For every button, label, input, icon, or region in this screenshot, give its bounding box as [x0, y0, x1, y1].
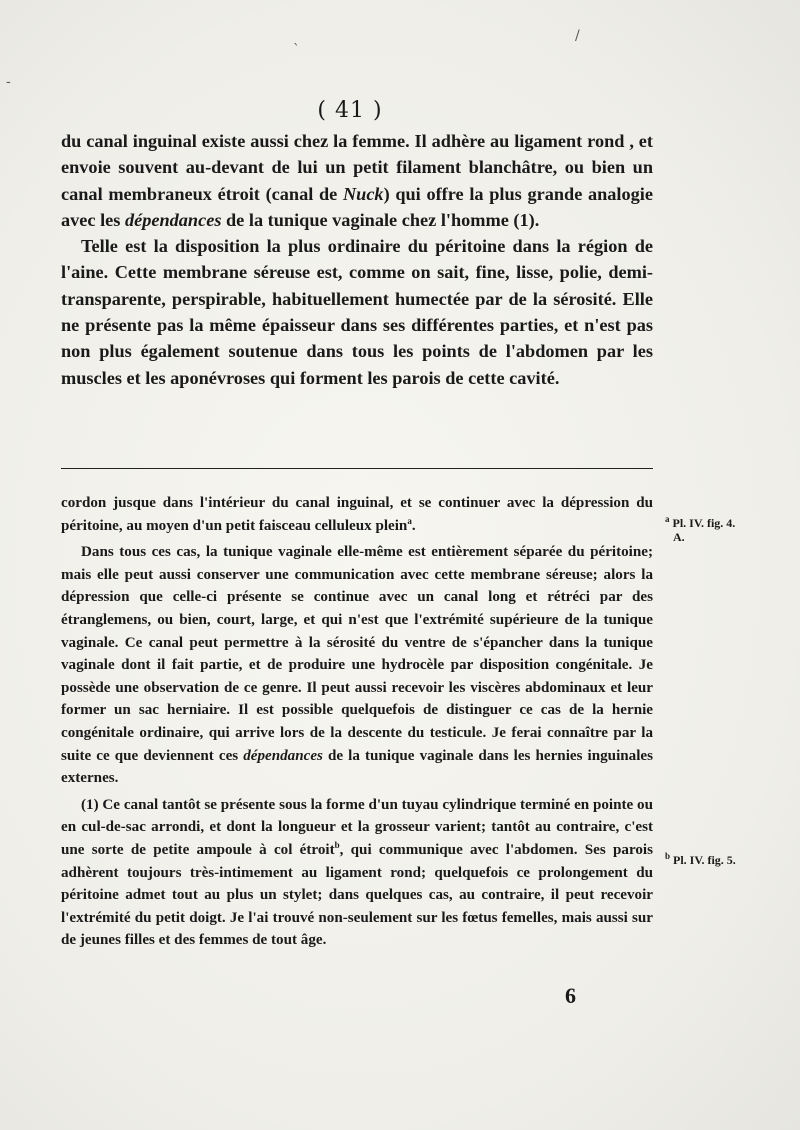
margin-note-sub: A.: [673, 530, 685, 544]
main-paragraph: [61, 128, 653, 233]
page-speck: /: [575, 28, 580, 44]
main-paragraph: Telle est la disposition la plus ordinaire du péritoine dans la région de l'aine. Cette membrane séreuse est, comme on sait, fine, lisse, polie, demi-transparente, perspirable, habituellement humectée par de la sérosité. Elle ne présente pas la même épaisseur dans ses différentes parties, et n'est pas non plus également soutenue dans tous les points de l'abdomen par les muscles et les aponévroses qui forment les parois de cette cavité.: [61, 236, 653, 388]
italic-term: Nuck: [342, 183, 384, 204]
main-paragraph-text: ) qui offre la plus grande analogie avec les: [61, 183, 653, 230]
margin-note: [665, 516, 735, 544]
footnote-paragraph: [61, 492, 653, 537]
footnote-rule: [61, 468, 653, 469]
margin-note-ref: a: [665, 514, 670, 524]
footnote-text: (1) Ce canal tantôt se présente sous la forme d'un tuyau cylindrique terminé en pointe ou en cul-de-sac arrondi, et dont la longueur et la grosseur varient; tantôt au contraire, c'est une sorte de petite ampoule à col étroit: [61, 796, 653, 858]
footnote-text: de la tunique vaginale dans les hernies inguinales externes.: [61, 747, 653, 787]
main-paragraph-text: de la tunique vaginale chez l'homme (1).: [221, 209, 540, 230]
margin-note-ref: b: [665, 851, 671, 861]
page-number: ( 41 ): [317, 98, 383, 123]
footnote-ref: a: [407, 515, 412, 526]
footnote-paragraph: [61, 541, 653, 790]
signature-mark: 6: [565, 983, 576, 1008]
footnote-text: cordon jusque dans l'intérieur du canal inguinal, et se continuer avec la dépression du péritoine, au moyen d'un petit faisceau celluleux plein: [61, 495, 653, 534]
margin-note-text: Pl. IV. fig. 4.: [672, 516, 736, 530]
page-speck: -: [6, 74, 11, 90]
footnote-paragraph: [61, 794, 653, 952]
footnote-text: , qui communique avec l'abdomen. Ses parois adhèrent toujours très-intimement au ligament rond; quelquefois ce prolongement du péritoine admet tout au plus un stylet; dans quelques cas, au contraire, il peut recevoir l'extrémité du petit doigt. Je l'ai trouvé non-seulement sur les fœtus femelles, mais aussi sur de jeunes filles et des femmes de tout âge.: [61, 841, 653, 949]
italic-term: dépendances: [243, 747, 323, 764]
margin-note-text: Pl. IV. fig. 5.: [673, 853, 736, 867]
page-speck: ˋ: [293, 42, 300, 58]
italic-term: dépendances: [124, 209, 222, 230]
footnotes: [61, 492, 653, 952]
main-text: [61, 128, 653, 391]
footnote-text: .: [411, 517, 416, 534]
footnote-text: Dans tous ces cas, la tunique vaginale elle-même est entièrement séparée du péritoine; mais elle peut aussi conserver une communication avec cette membrane séreuse; alors la dépression que celle-ci présente se continue avec un canal long et rétréci par des étranglemens, ou bien, court, large, et qui n'est que l'extrémité supérieure de la tunique vaginale. Ce canal peut permettre à la sérosité du ventre de s'épancher dans la tunique vaginale dont il fait partie, et de produire une hydrocèle par disposition congénitale. Je possède une observation de ce genre. Il peut aussi recevoir les viscères abdominaux et leur former un sac herniaire. Il est possible quelquefois de distinguer ce cas de la hernie congénitale ordinaire, qui arrive lors de la descente du testicule. Je ferai connaître par la suite ce que deviennent ces: [61, 544, 653, 764]
footnote-ref: b: [334, 839, 340, 850]
margin-note: [665, 853, 736, 867]
main-paragraph-text: du canal inguinal existe aussi chez la femme. Il adhère au ligament rond , et envoie souvent au-devant de lui un petit filament blanchâtre, ou bien un canal membraneux étroit (canal de: [61, 131, 653, 204]
